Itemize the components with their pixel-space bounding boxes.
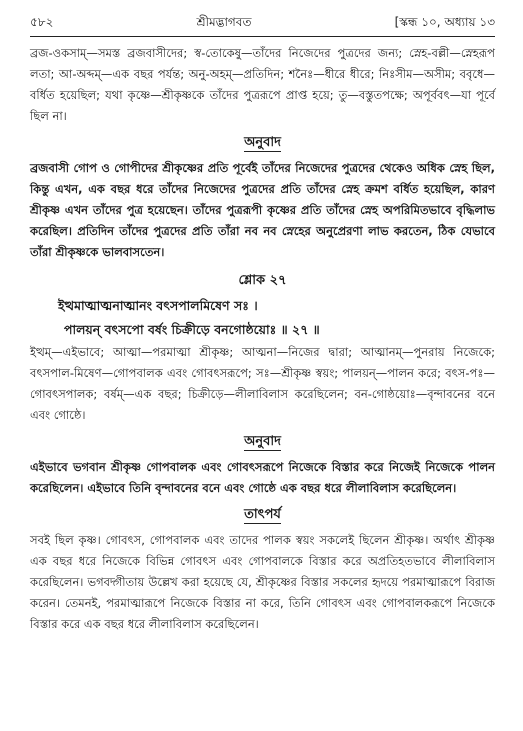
sloka-line-2: পালয়ন্ বৎসপো বর্ষং চিক্রীড়ে বনগোষ্ঠয়োঃ ॥ ২৭ ॥ bbox=[64, 322, 320, 337]
translation-heading-2 bbox=[30, 432, 495, 453]
purport-heading-text: তাৎপর্য bbox=[244, 507, 281, 522]
synonyms-2: ইত্থম্—এইভাবে; আত্মা—পরমাত্মা শ্রীকৃষ্ণ; আত্মনা—নিজের দ্বারা; আত্মানম্—পুনরায় নিজেকে; বৎসপাল-মিষেণ—গোপবালক এবং গোবৎসরূপে; সঃ—শ্রীকৃষ্ণ স্বয়ং; পালয়ন্—পালন করে; বৎস-পঃ—গোবৎসপালক; বর্ষম্—এক বছর; চিক্রীড়ে—লীলাবিলাস করেছিলেন; বন-গোষ্ঠয়োঃ—বৃন্দাবনের বনে এবং গোষ্ঠে। bbox=[30, 345, 495, 422]
purport-text: সবই ছিল কৃষ্ণ। গোবৎস, গোপবালক এবং তাদের পালক স্বয়ং সকলেই ছিলেন শ্রীকৃষ্ণ। অর্থাৎ শ্রীকৃষ্ণ এক বছর ধরে নিজেকে বিভিন্ন গোবৎস এবং গোপবালকে বিস্তার করে অপ্রতিহতভাবে লীলাবিলাস করেছিলেন। ভগবদ্গীতায় উল্লেখ করা হয়েছে যে, শ্রীকৃষ্ণের বিস্তার সকলের হৃদয়ে পরমাত্মারূপে বিরাজ করেন। তেমনই, পরমাত্মারূপে নিজেকে বিস্তার না করে, তিনি গোবৎস এবং গোপবালকরূপে নিজেকে বিস্তার করে এক বছর ধরে লীলাবিলাস করেছিলেন। bbox=[30, 533, 495, 631]
synonyms-top: ব্রজ-ওকসাম্—সমস্ত ব্রজবাসীদের; স্ব-তোকেষু—তাঁদের নিজেদের পুত্রদের জন্য; স্নেহ-বল্লী—স্নেহরূপ লতা; আ-অব্দম্—এক বছর পর্যন্ত; অনু-অহম্—প্রতিদিন; শনৈঃ—ধীরে ধীরে; নিঃসীম—অসীম; ববৃধে—বর্ধিত হয়েছিল; যথা কৃষ্ণে—শ্রীকৃষ্ণকে তাঁদের পুত্ররূপে প্রাপ্ত হয়ে; তু—বস্তুতপক্ষে; অপূর্ববৎ—যা পূর্বে ছিল না। bbox=[30, 46, 495, 123]
translation-heading-1 bbox=[30, 133, 495, 154]
sloka-title: শ্লোক ২৭ bbox=[238, 273, 287, 288]
sloka-line-1: ইত্থমাত্মাত্মনাত্মানং বৎসপালমিষেণ সঃ । bbox=[58, 298, 258, 313]
header-rule bbox=[30, 36, 495, 37]
book-title: শ্রীমদ্ভাগবত bbox=[196, 15, 252, 29]
sloka-verse bbox=[30, 294, 495, 342]
translation-heading-2-text: অনুবাদ bbox=[244, 434, 281, 449]
page-number: ৫৮২ bbox=[30, 15, 54, 29]
translation-2: এইভাবে ভগবান শ্রীকৃষ্ণ গোপবালক এবং গোবৎসরূপে নিজেকে বিস্তার করে নিজেই নিজেকে পালন করেছিলেন। এইভাবে তিনি বৃন্দাবনের বনে এবং গোষ্ঠে এক বছর ধরে লীলাবিলাস করেছিলেন। bbox=[30, 460, 495, 495]
running-header bbox=[30, 14, 495, 36]
purport-heading bbox=[30, 505, 495, 526]
translation-1: ব্রজবাসী গোপ ও গোপীদের শ্রীকৃষ্ণের প্রতি পূর্বেই তাঁদের নিজেদের পুত্রদের থেকেও অধিক স্নেহ ছিল, কিন্তু এখন, এক বছর ধরে তাঁদের নিজেদের পুত্রদের প্রতি তাঁদের স্নেহ ক্রমশ বর্ধিত হয়েছিল, কারণ শ্রীকৃষ্ণ এখন তাঁদের পুত্র হয়েছেন। তাঁদের পুত্ররূপী কৃষ্ণের প্রতি তাঁদের স্নেহ অপরিমিতভাবে বৃদ্ধিলাভ করেছিল। প্রতিদিন তাঁদের পুত্রদের প্রতি তাঁরা নব নব স্নেহের অনুপ্রেরণা লাভ করতেন, ঠিক যেভাবে তাঁরা শ্রীকৃষ্ণকে ভালবাসতেন। bbox=[30, 161, 495, 259]
chapter-location: [স্কন্ধ ১০, অধ্যায় ১৩ bbox=[394, 15, 495, 29]
translation-heading-1-text: অনুবাদ bbox=[244, 135, 281, 150]
